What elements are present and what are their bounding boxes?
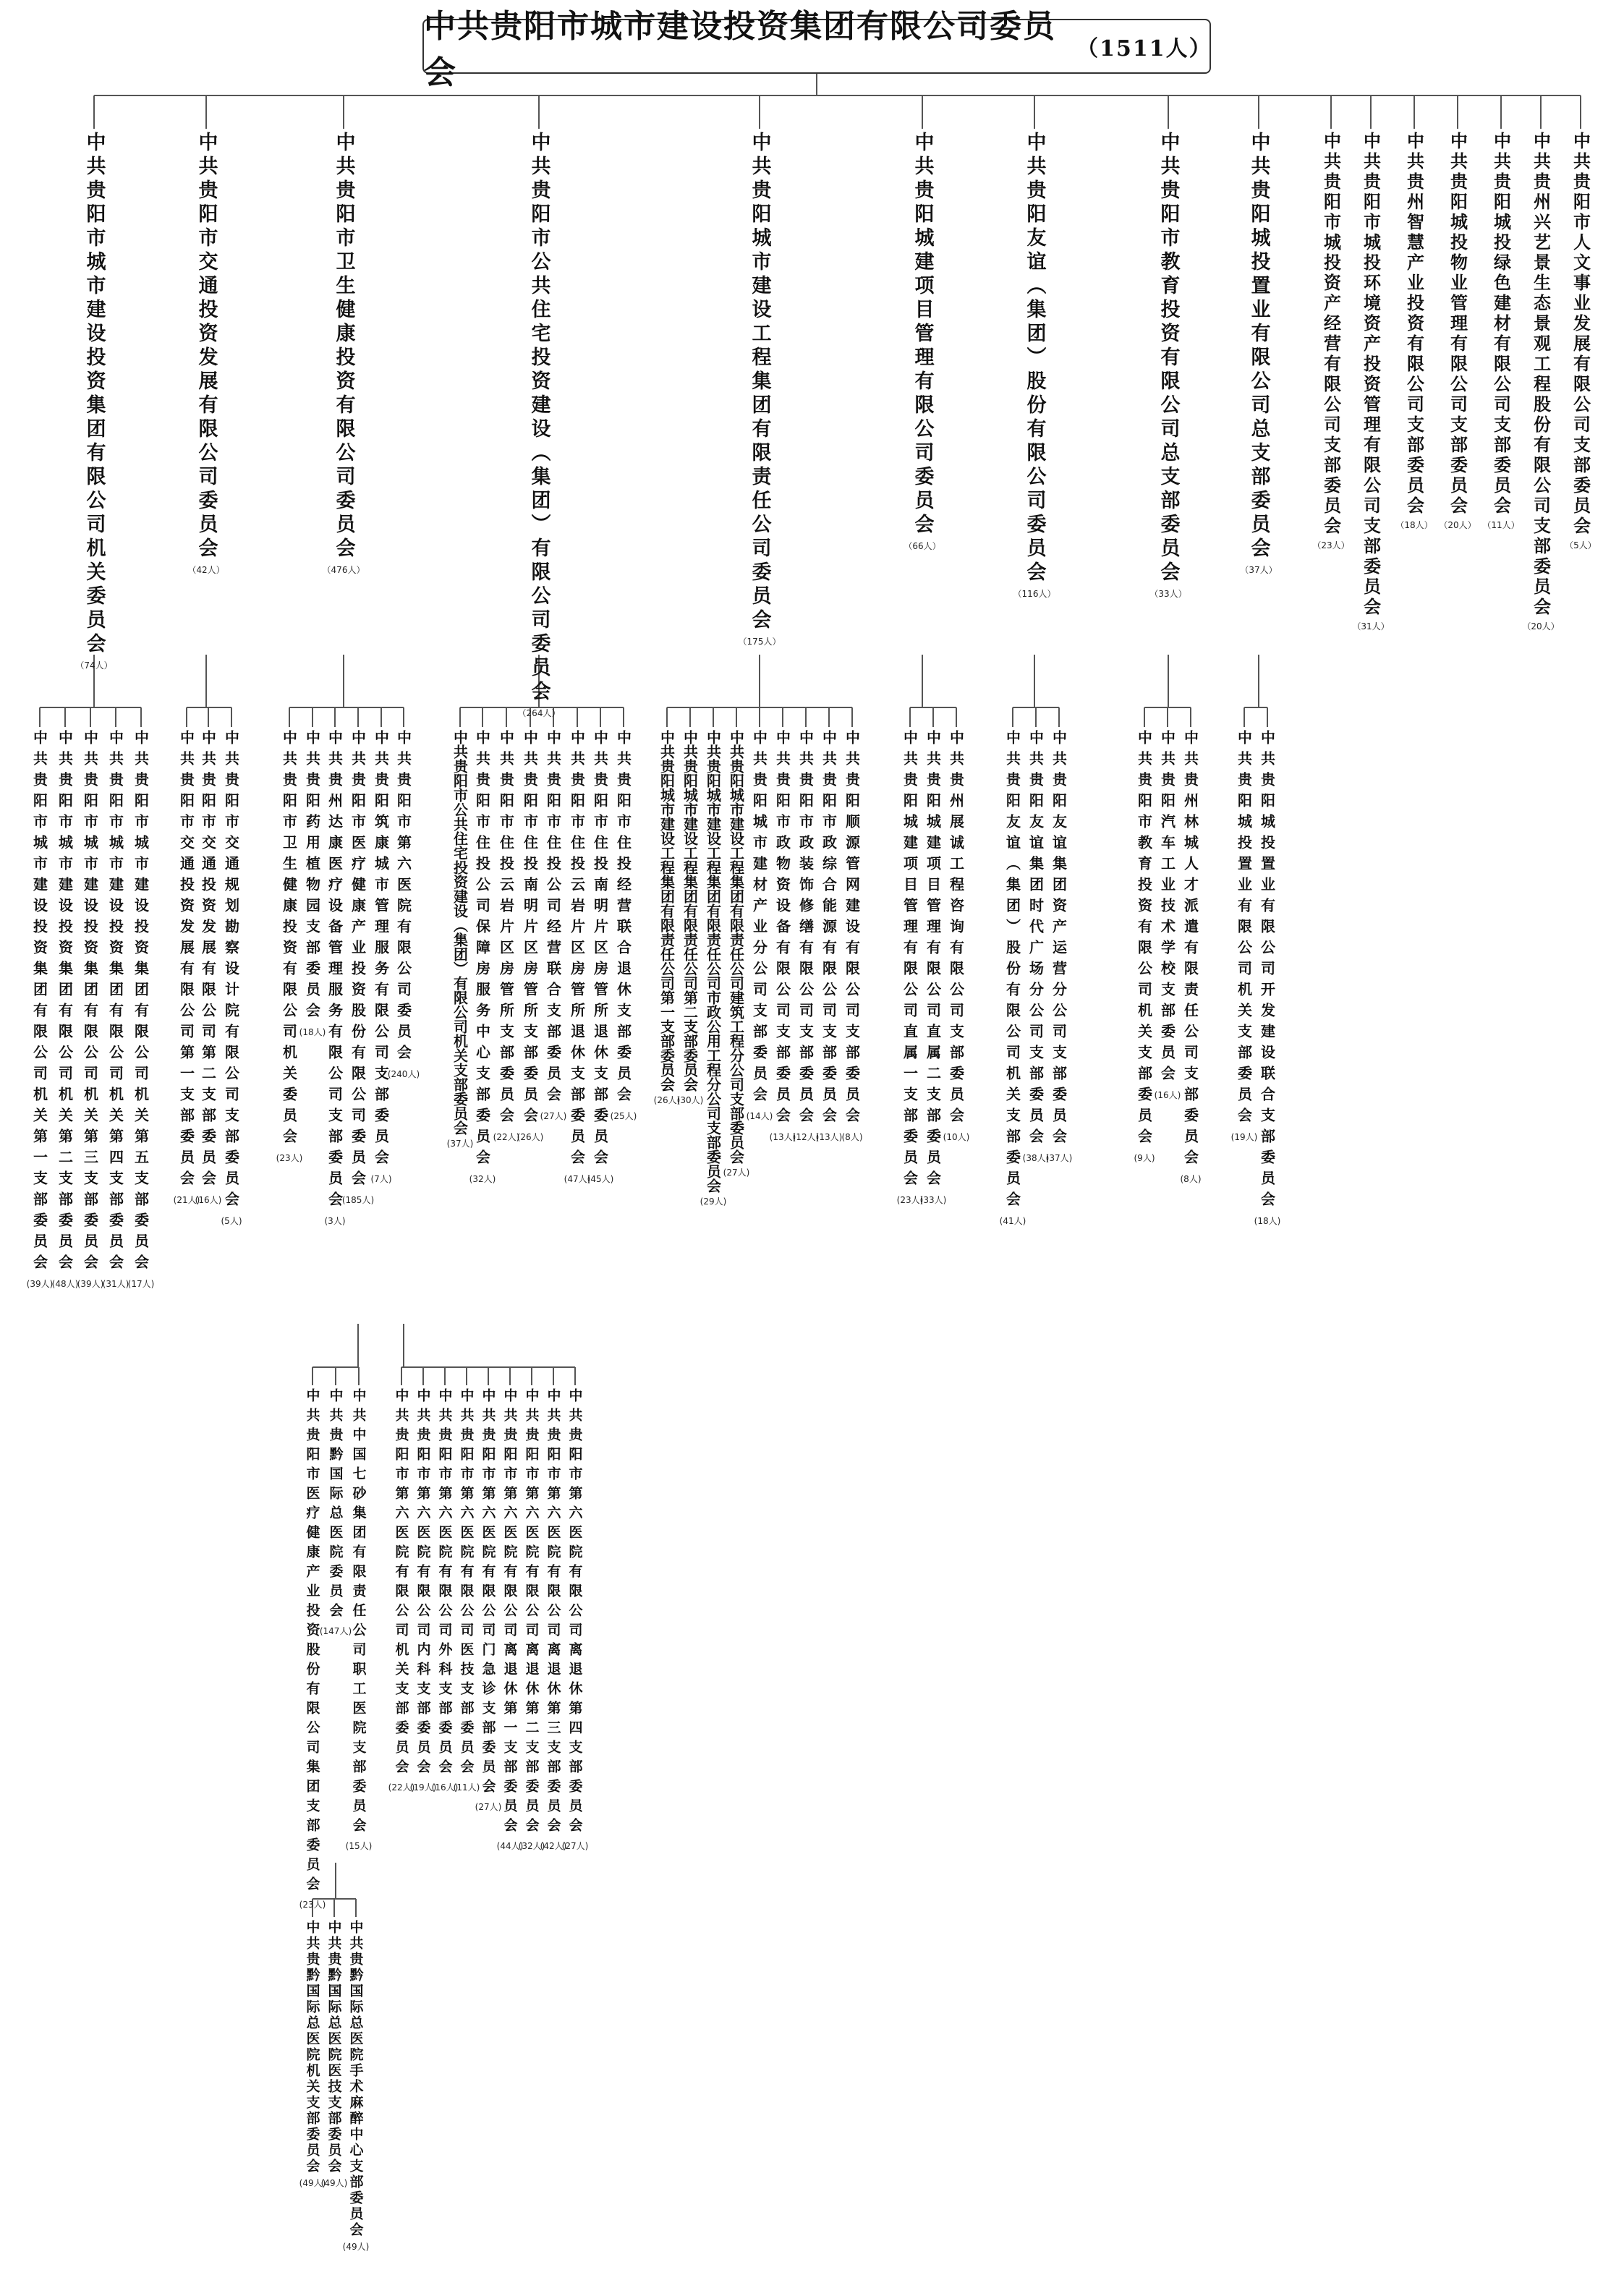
level1-node [1013, 132, 1056, 600]
level2-node-name: 中共贵阳市住投云岩片区房管所支部委员会 [497, 730, 515, 1128]
level2-node-name: 中共贵阳市政物资设备有限公司支部委员会 [773, 730, 791, 1128]
level2-node-count: (19人) [1230, 1132, 1258, 1142]
level2-node-name: 中共贵阳市住投公司经营联合支部委员会 [544, 730, 562, 1107]
level2-node-count: (5人) [221, 1216, 242, 1226]
level1-node-name: 中共贵阳城建项目管理有限公司委员会 [911, 132, 934, 537]
level1-node-count: （5人） [1565, 540, 1597, 550]
level2-node-name: 中共贵阳药用植物园支部委员会 [303, 730, 321, 1024]
level3-node-count: (23人) [299, 1900, 326, 1910]
level1-node-count: （74人） [75, 660, 113, 671]
level4-node-count: (49人) [342, 2242, 370, 2252]
level2-node-name: 中共贵阳市卫生健康投资有限公司机关委员会 [280, 730, 298, 1149]
level2-node-name: 中共贵阳市医疗健康产业投资股份有限公司委员会 [349, 730, 367, 1191]
level4-node-name: 中共贵黔国际总医院手术麻醉中心支部委员会 [347, 1920, 364, 2238]
level2-node-count: (8人) [1180, 1174, 1202, 1184]
level2-node-count: (47人) [564, 1174, 591, 1184]
level1-node-name: 中共贵阳市城市建设投资集团有限公司机关委员会 [82, 132, 106, 657]
level1-node-name: 中共贵阳市交通投资发展有限公司委员会 [195, 132, 218, 561]
level3-node-count: (44人) [496, 1841, 524, 1851]
level3-node-name: 中共贵黔国际总医院委员会 [327, 1388, 344, 1623]
level2-node-count: (10人) [943, 1132, 970, 1142]
level2-node-count: (39人) [77, 1279, 104, 1289]
level3-node-name: 中共贵阳市第六医院有限公司医技支部委员会 [458, 1388, 475, 1779]
level1-node [1436, 132, 1479, 531]
level2-node-name: 中共贵阳城市建设工程集团有限责任公司第一支部委员会 [658, 730, 676, 1092]
level2-node-count: (30人) [676, 1095, 704, 1105]
level1-node [1393, 132, 1436, 531]
level2-node-count: (7人) [370, 1174, 392, 1184]
level1-node-name: 中共贵阳城投绿色建材有限公司支部委员会 [1490, 132, 1512, 516]
level2-node-name: 中共贵阳市交通投资发展有限公司第二支部委员会 [199, 730, 217, 1191]
level2-node [210, 730, 253, 1227]
level2-node-count: (23人) [276, 1153, 303, 1163]
level2-node-name: 中共贵阳城投置业有限公司开发建设联合支部委员会 [1258, 730, 1276, 1212]
level2-node-name: 中共贵阳市城市建设投资集团有限公司机关第一支部委员会 [30, 730, 48, 1275]
level3-node-count: (147人) [319, 1626, 352, 1636]
level2-node-count: (26人) [653, 1095, 681, 1105]
level1-node [1237, 132, 1280, 576]
level2-node-name: 中共贵阳顺源管网建设有限公司支部委员会 [843, 730, 861, 1128]
level1-node-name: 中共贵州智慧产业投资有限公司支部委员会 [1403, 132, 1425, 516]
level2-node [382, 730, 425, 1080]
level2-node [602, 730, 645, 1122]
level2-node-name: 中共贵阳城市建设工程集团有限责任公司建筑工程分公司支部委员会 [727, 730, 745, 1164]
level2-node-count: (38人) [1022, 1153, 1050, 1163]
level2-node-count: (25人) [610, 1111, 637, 1121]
level1-node [322, 132, 365, 576]
level2-node-count: (31人) [102, 1279, 129, 1289]
level3-node-count: (15人) [345, 1841, 373, 1851]
level2-node-name: 中共贵阳市交通投资发展有限公司第一支部委员会 [177, 730, 195, 1191]
level2-node-count: (23人) [896, 1195, 924, 1205]
level2-node-name: 中共贵阳友谊（集团）股份有限公司机关支部委员会 [1003, 730, 1021, 1212]
level3-node [553, 1388, 597, 1852]
level1-node-name: 中共贵阳市卫生健康投资有限公司委员会 [332, 132, 355, 561]
level1-node-name: 中共贵阳市人文事业发展有限公司支部委员会 [1570, 132, 1591, 537]
level4-node-name: 中共贵黔国际总医院机关支部委员会 [304, 1920, 320, 2174]
level2-node-count: (18人) [299, 1027, 326, 1037]
level2-node-count: (45人) [587, 1174, 614, 1184]
level1-node-count: （31人） [1352, 621, 1390, 632]
level2-node-name: 中共贵州林城人才派遣有限责任公司支部委员会 [1181, 730, 1199, 1170]
level3-node-count: (11人) [453, 1782, 480, 1793]
level2-node-name: 中共贵阳市住投经营联合退休支部委员会 [614, 730, 632, 1107]
level2-node-count: (16人) [195, 1195, 222, 1205]
level2-node-name: 中共贵阳市住投公司保障房服务中心支部委员会 [473, 730, 491, 1170]
level3-node-count: (32人) [518, 1841, 545, 1851]
level3-node-name: 中共贵阳市第六医院有限公司离退休第一支部委员会 [501, 1388, 518, 1837]
level2-node-name: 中共贵阳市城市建设投资集团有限公司机关第四支部委员会 [106, 730, 124, 1275]
level2-node [830, 730, 874, 1143]
level2-node-count: (29人) [700, 1196, 727, 1207]
level3-node-count: (27人) [475, 1802, 502, 1812]
level3-node-count: (27人) [561, 1841, 589, 1851]
level3-node-count: (16人) [431, 1782, 459, 1793]
level1-node [901, 132, 944, 552]
level1-node-name: 中共贵阳市教育投资有限公司总支部委员会 [1157, 132, 1180, 585]
level2-node-count: (13人) [815, 1132, 843, 1142]
level2-node-count: (14人) [746, 1111, 773, 1121]
level4-node-count: (49人) [299, 2178, 326, 2188]
level3-node-name: 中共贵阳市第六医院有限公司外科支部委员会 [436, 1388, 453, 1779]
level1-node-count: （37人） [1240, 565, 1277, 575]
level2-node-count: (8人) [841, 1132, 863, 1142]
level3-node-name: 中共贵阳市第六医院有限公司内科支部委员会 [414, 1388, 431, 1779]
level1-node-name: 中共贵阳市城投资产经营有限公司支部委员会 [1320, 132, 1342, 537]
level3-node-count: (42人) [540, 1841, 567, 1851]
level1-node [1519, 132, 1563, 632]
level1-node-name: 中共贵阳城投置业有限公司总支部委员会 [1247, 132, 1270, 561]
root-node [422, 8, 1212, 91]
level1-node-count: （23人） [1312, 540, 1350, 550]
level2-node-count: (27人) [540, 1111, 567, 1121]
level2-node-name: 中共贵阳市第六医院有限公司委员会 [394, 730, 412, 1066]
level2-node-name: 中共贵阳筑康城市管理服务有限公司支部委员会 [372, 730, 390, 1170]
level3-node-name: 中共贵阳市医疗健康产业投资股份有限公司集团支部委员会 [304, 1388, 320, 1896]
level2-node [935, 730, 978, 1143]
level1-node-count: （20人） [1522, 621, 1560, 632]
level1-node-count: （33人） [1149, 589, 1187, 599]
level2-node-count: (3人) [324, 1216, 346, 1226]
level1-node [517, 132, 561, 719]
level2-node-count: (240人) [387, 1069, 420, 1079]
level2-node-count: (48人) [51, 1279, 79, 1289]
level2-node-name: 中共贵阳友谊集团时代广场分公司支部委员会 [1026, 730, 1045, 1149]
level1-node-name: 中共贵阳城市建设工程集团有限责任公司委员会 [748, 132, 771, 633]
level2-node-name: 中共贵阳城市建设工程集团有限责任公司第二支部委员会 [681, 730, 699, 1092]
level2-node-count: (41人) [999, 1216, 1026, 1226]
level1-node [184, 132, 228, 576]
level2-node-count: (22人) [493, 1132, 520, 1142]
level2-node-name: 中共贵阳市住投南明片区房管所支部委员会 [521, 730, 539, 1128]
level2-node-count: (39人) [26, 1279, 54, 1289]
level2-node-count: (9人) [1134, 1153, 1155, 1163]
level3-node-name: 中共贵阳市第六医院有限公司离退休第二支部委员会 [523, 1388, 540, 1837]
level2-node-name: 中共贵阳市城市建设投资集团有限公司机关第二支部委员会 [56, 730, 74, 1275]
level1-node [738, 132, 781, 647]
level2-node-count: (18人) [1254, 1216, 1281, 1226]
level1-node-count: （175人） [738, 637, 781, 647]
level1-node [1147, 132, 1190, 600]
level2-node-count: (37人) [1045, 1153, 1073, 1163]
level1-node-count: （42人） [187, 565, 225, 575]
level2-node-name: 中共贵阳市公共住宅投资建设（集团）有限公司机关支部委员会 [451, 730, 469, 1135]
level3-node-count: (22人) [388, 1782, 415, 1793]
level2-node-name: 中共贵阳汽车工业技术学校支部委员会 [1158, 730, 1176, 1087]
level2-node [1246, 730, 1289, 1227]
level2-node-count: (33人) [919, 1195, 947, 1205]
level2-node-count: (37人) [446, 1139, 474, 1149]
level2-node-name: 中共贵阳城建项目管理有限公司直属一支部委员会 [901, 730, 919, 1191]
level2-node-name: 中共贵州达康医疗设备管理服务有限公司支部委员会 [326, 730, 344, 1212]
level1-node [72, 132, 116, 671]
level2-node-name: 中共贵阳市政综合能源有限公司支部委员会 [820, 730, 838, 1128]
level2-node-count: (27人) [723, 1168, 750, 1178]
level4-node-count: (49人) [320, 2178, 348, 2188]
level1-node [1559, 132, 1602, 551]
root-name: 中共贵阳市城市建设投资集团有限公司委员会 [424, 8, 1056, 91]
level2-node-count: (12人) [792, 1132, 820, 1142]
level2-node-name: 中共贵阳城投置业有限公司机关支部委员会 [1235, 730, 1253, 1128]
level1-node-count: （264人） [517, 708, 561, 718]
level3-node-name: 中共贵阳市第六医院有限公司门急诊支部委员会 [480, 1388, 496, 1798]
level1-node-count: （11人） [1482, 520, 1520, 530]
level2-node-name: 中共贵阳市住投云岩片区房管所退休支部委员会 [568, 730, 586, 1170]
level3-node-name: 中共贵阳市第六医院有限公司机关支部委员会 [393, 1388, 409, 1779]
level2-node-name: 中共贵阳城市建材产业分公司支部委员会 [750, 730, 768, 1107]
level2-node-name: 中共贵阳市城市建设投资集团有限公司机关第三支部委员会 [81, 730, 99, 1275]
level2-node-name: 中共贵阳市政装饰修缮有限公司支部委员会 [796, 730, 815, 1128]
level2-node-name: 中共贵阳城建项目管理有限公司直属二支部委员会 [924, 730, 942, 1191]
level1-node-name: 中共贵阳市城投环境资产投资管理有限公司支部委员会 [1360, 132, 1382, 618]
level2-node-name: 中共贵阳市城市建设投资集团有限公司机关第五支部委员会 [132, 730, 150, 1275]
level1-node-count: （116人） [1013, 589, 1056, 599]
level2-node [119, 730, 163, 1290]
level3-node-name: 中共贵阳市第六医院有限公司离退休第三支部委员会 [545, 1388, 561, 1837]
level3-node [337, 1388, 381, 1852]
level2-node-count: (13人) [769, 1132, 796, 1142]
level4-node [334, 1920, 378, 2253]
level2-node-name: 中共贵州展诚工程咨询有限公司支部委员会 [947, 730, 965, 1128]
level2-node-count: (26人) [516, 1132, 544, 1142]
root-count: （1511人） [1076, 36, 1212, 61]
level3-node-name: 中共贵阳市第六医院有限公司离退休第四支部委员会 [566, 1388, 583, 1837]
level1-node-name: 中共贵阳友谊（集团）股份有限公司委员会 [1023, 132, 1046, 585]
level2-node-name: 中共贵阳城市建设工程集团有限责任公司市政公用工程分公司支部委员会 [704, 730, 722, 1193]
level3-node-count: (19人) [409, 1782, 437, 1793]
level2-node-name: 中共贵阳市教育投资有限公司机关支部委员会 [1135, 730, 1153, 1149]
level2-node [1037, 730, 1081, 1164]
level2-node-name: 中共贵阳市交通规划勘察设计院有限公司支部委员会 [222, 730, 240, 1212]
level1-node [1309, 132, 1353, 551]
level1-node-name: 中共贵阳市公共住宅投资建设（集团）有限公司委员会 [527, 132, 550, 705]
level2-node-count: (32人) [469, 1174, 496, 1184]
level2-node-count: (17人) [127, 1279, 155, 1289]
level2-node-count: (185人) [341, 1195, 375, 1205]
level2-node-name: 中共贵阳友谊集团资产运营分公司支部委员会 [1050, 730, 1068, 1149]
level2-node-name: 中共贵阳市住投南明片区房管所退休支部委员会 [591, 730, 609, 1170]
level1-node [1349, 132, 1393, 632]
level4-node-name: 中共贵黔国际总医院医技支部委员会 [326, 1920, 342, 2174]
level1-node-count: （66人） [904, 541, 941, 551]
level1-node-name: 中共贵州兴艺景生态景观工程股份有限公司支部委员会 [1530, 132, 1552, 618]
level2-node-count: (16人) [1154, 1090, 1181, 1100]
level1-node-count: （476人） [322, 565, 365, 575]
level1-node-name: 中共贵阳城投物业管理有限公司支部委员会 [1447, 132, 1468, 516]
level1-node-count: （18人） [1395, 520, 1433, 530]
level2-node-count: (21人) [173, 1195, 200, 1205]
level1-node-count: （20人） [1439, 520, 1476, 530]
level2-node [1169, 730, 1212, 1185]
level1-node [1479, 132, 1523, 531]
level3-node-name: 中共中国七砂集团有限责任公司职工医院支部委员会 [350, 1388, 367, 1837]
